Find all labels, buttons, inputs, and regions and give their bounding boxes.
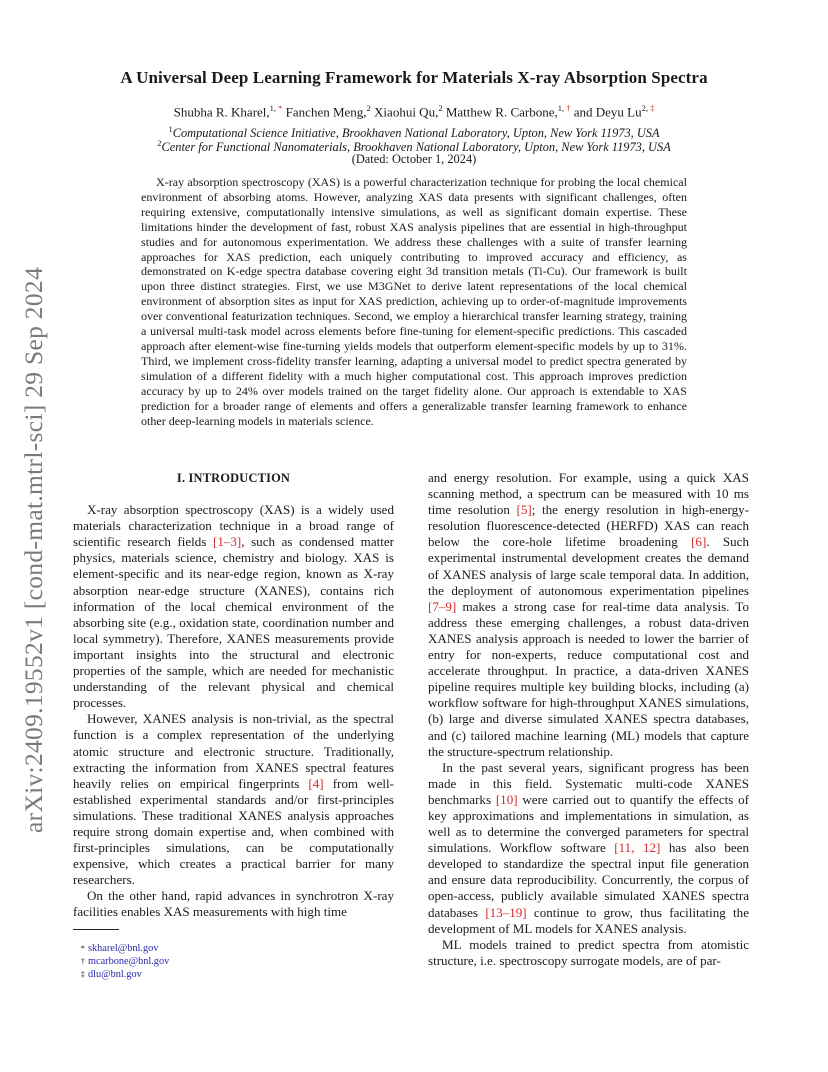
text-run: and energy resolution. For example, using a quick XAS scanning method, a spectrum can be measured with 10 ms time resolution [428,470,749,518]
footnote-mark: † [80,955,85,966]
author-sup: 1, [269,103,277,113]
abstract: X-ray absorption spectroscopy (XAS) is a powerful characterization technique for probing the local chemical environment of absorbing atoms. However, analyzing XAS data presents with significant challenges, often requiring extensive, computationally intensive simulations, as well as significant domain expertise. These limitations hinder the development of fast, robust XAS analysis pipelines that are essential in high-throughput studies and for autonomous experimentation. We address these challenges with a suite of transfer learning approaches for XAS prediction, each uniquely contributing to improved accuracy and efficiency, as demonstrated on K-edge spectra database covering eight 3d transition metals (Ti-Cu). Our framework is built upon three distinct strategies. First, we use M3GNet to derive latent representations of the local chemical environment of absorption sites as input for XAS prediction, achieving up to order-of-magnitude improvements over conventional featurization techniques. Second, we employ a hierarchical transfer learning strategy, training a universal multi-task model across elements before fine-tuning for element-specific predictions. This cascaded approach after element-wise fine-turning yields models that outperform element-specific models by up to 31%. Third, we implement cross-fidelity transfer learning, adapting a universal model to predict spectra generated by simulation of a different fidelity with a much higher computational cost. This approach improves prediction accuracy by up to 24% over models trained on the target fidelity alone. Our approach is extendable to XAS prediction for a broader range of elements and offers a generalizable transfer learning framework to enhance other deep-learning models in materials science. [141,175,687,428]
text-run: makes a strong case for real-time data analysis. To address these emerging challenges, a robust data-driven XANES analysis approach is needed to lower the barrier of entry for non-experts, reduce computational cost and accelerate throughput. In practice, a data-driven XANES pipeline requires multiple key building blocks, including (a) workflow software for high-throughput XANES simulations, (b) large and diverse simulated XANES spectra databases, and (c) tailored machine learning (ML) models that capture the structure-spectrum relationship. [428,598,749,759]
citation-link[interactable]: [4] [308,775,324,791]
arxiv-identifier-text: arXiv:2409.19552v1 [cond-mat.mtrl-sci] 29 Sep 2024 [19,267,48,833]
citation-link[interactable]: [1–3] [213,534,242,550]
affiliation-text: Center for Functional Nanomaterials, Brookhaven National Laboratory, Upton, New York 11973, USA [161,140,671,155]
paragraph [428,760,749,937]
text-run: from well-established experimental standards and/or first-principles simulations. These traditional XANES analysis approaches require strong domain expertise and, when combined with first-principles simulations, can be computationally expensive, which creates a practical barrier for many researchers. [73,775,394,888]
affiliation-text: Computational Science Initiative, Brookhaven National Laboratory, Upton, New York 11973, USA [172,126,660,141]
text-run: continue to grow, thus facilitating the development of ML models for XANES analysis. [428,904,749,936]
paper-title: A Universal Deep Learning Framework for Materials X-ray Absorption Spectra [120,68,708,87]
author-list [60,103,768,120]
footnote [73,968,394,981]
text-run: However, XANES analysis is non-trivial, as the spectral function is a complex representation of the underlying atomic structure and electronic structure. Traditionally, extracting the information from XANES spectral features heavily relies on empirical fingerprints [73,711,394,791]
date-line: (Dated: October 1, 2024) [351,152,477,166]
text-run: were carried out to quantify the effects of key approximations and implementations in simulation, as well as to determine the converged parameters for spectral simulations. Workflow software [428,791,749,856]
text-run: In the past several years, significant progress has been made in this field. Systematic multi-code XANES benchmarks [428,759,749,807]
author-lu: and Deyu Lu [570,104,642,120]
author-sup: 2 [366,103,371,113]
paragraph [428,470,749,760]
author-qu: Xiaohui Qu, [370,104,439,120]
arxiv-side-identifier [14,240,54,860]
paragraph [73,502,394,711]
footnote [73,942,394,955]
citation-link[interactable]: [10] [495,791,518,807]
author-sup: 2 [438,103,443,113]
footnote-mark: ‡ [80,968,85,979]
author-meng: Fanchen Meng, [282,104,367,120]
paragraph: On the other hand, rapid advances in synchrotron X-ray facilities enables XAS measurements with high time [73,888,394,920]
left-column [73,470,394,981]
author-footnote-mark[interactable]: ‡ [648,103,655,113]
section-heading: I. INTRODUCTION [176,471,291,485]
text-run: has also been developed to standardize the spectral input file generation and ensure data reproducibility. Concurrently, the corpus of open-access, publicly available simulated XANES spectra databases [428,840,749,920]
author-sup: 2, [641,103,648,113]
affiliation-number: 2 [157,138,162,148]
citation-link[interactable]: [5] [516,502,532,518]
citation-link[interactable]: [11, 12] [614,840,661,856]
citation-link[interactable]: [7–9] [428,598,457,614]
affiliation-number: 1 [168,124,173,134]
paragraph: ML models trained to predict spectra from atomistic structure, i.e. spectroscopy surrogate models, are of par- [428,936,749,968]
author-sup: 1, [557,103,565,113]
citation-link[interactable]: [13–19] [485,904,527,920]
text-run: ; the energy resolution in high-energy-resolution fluorescence-detected (HERFD) XAS can reach below the core-hole lifetime broadening [428,502,749,550]
author-carbone: Matthew R. Carbone, [442,104,558,120]
text-run: X-ray absorption spectroscopy (XAS) is a widely used materials characterization technique in a broad range of scientific research fields [73,502,394,550]
citation-link[interactable]: [6] [691,534,707,550]
email-link[interactable]: mcarbone@bnl.gov [88,955,170,967]
footnote-rule [73,929,119,930]
text-run: , such as condensed matter physics, materials science, chemistry and biology. XAS is element-specific and its near-edge region, known as X-ray absorption near-edge structure (XANES), contains rich information of the local chemical environment of the absorbing site (e.g., oxidation state, coordination number and local symmetry). Therefore, XANES measurements provide important insights into the structural and electronic properties of the sample, which are needed for mechanistic understanding of the relevant physical and chemical processes. [73,534,395,711]
footnote-mark: * [80,942,85,953]
author-footnote-mark[interactable]: † [564,103,571,113]
author-footnote-mark[interactable]: * [276,103,283,113]
text-run: . Such experimental instrumental development creates the demand of XANES analysis of large scale temporal data. In addition, the deployment of autonomous experimentation pipelines [428,534,749,598]
email-link[interactable]: dlu@bnl.gov [88,968,142,980]
author-kharel: Shubha R. Kharel, [173,104,270,120]
right-column [428,470,749,969]
paragraph [73,711,394,888]
footnote [73,955,394,968]
email-link[interactable]: skharel@bnl.gov [88,942,159,954]
